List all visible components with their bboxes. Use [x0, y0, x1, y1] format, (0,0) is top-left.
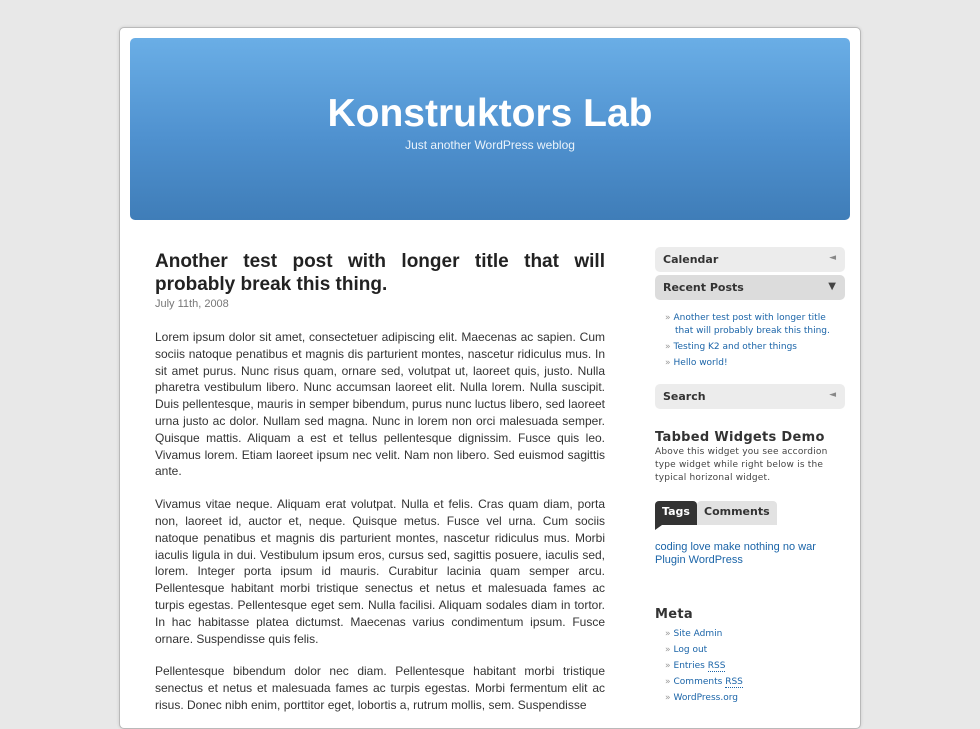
- meta-title: Meta: [655, 607, 693, 622]
- collapse-arrow-icon: ◄: [829, 390, 836, 400]
- tab-tags[interactable]: Tags: [655, 501, 697, 525]
- wordpress-org-link[interactable]: WordPress.org: [673, 693, 738, 703]
- site-header: [130, 38, 850, 220]
- bullet-icon: »: [665, 358, 671, 368]
- tab-comments[interactable]: Comments: [697, 501, 777, 525]
- site-description: Just another WordPress weblog: [405, 138, 575, 152]
- tab-bar: [655, 501, 845, 528]
- rss-abbr: RSS: [707, 661, 726, 671]
- recent-posts-list: [655, 312, 845, 370]
- meta-section: [655, 607, 845, 705]
- tabbed-widgets-title: Tabbed Widgets Demo: [655, 430, 825, 445]
- entries-rss-link[interactable]: [674, 661, 726, 672]
- bullet-icon: »: [665, 693, 671, 703]
- tag-cloud: [655, 541, 845, 567]
- tag-link[interactable]: coding: [655, 541, 688, 553]
- post-date: July 11th, 2008: [155, 298, 229, 310]
- tag-link[interactable]: make: [713, 541, 741, 553]
- bullet-icon: »: [665, 313, 671, 323]
- bullet-icon: »: [665, 342, 671, 352]
- tag-link[interactable]: Plugin: [655, 554, 686, 566]
- tag-link[interactable]: love: [690, 541, 711, 553]
- tag-link[interactable]: no war: [782, 541, 816, 553]
- bullet-icon: »: [665, 645, 671, 655]
- recent-posts-widget-toggle[interactable]: [655, 275, 845, 300]
- list-item: [665, 644, 845, 657]
- list-item: [665, 312, 845, 338]
- expand-arrow-icon: ▼: [828, 281, 836, 292]
- log-out-link[interactable]: Log out: [673, 645, 708, 655]
- main-content: [155, 250, 605, 714]
- meta-list: [655, 628, 845, 705]
- list-item: [665, 357, 845, 370]
- bullet-icon: »: [665, 677, 671, 687]
- post-title[interactable]: Another test post with longer title that will probably break this thing.: [155, 251, 605, 295]
- post-paragraph: Pellentesque bibendum dolor nec diam. Pellentesque habitant morbi tristique senectus et netus et malesuada fames ac turpis egestas. Morbi fermentum elit ac risus. Donec nibh enim, porttitor eget, lobortis a, rutrum mollis, sem. Suspendisse: [155, 664, 605, 712]
- entries-label: Entries: [673, 661, 705, 671]
- tag-link[interactable]: WordPress: [688, 554, 743, 566]
- page-container: [119, 27, 861, 729]
- recent-posts-widget-label: Recent Posts: [663, 281, 744, 294]
- recent-post-link[interactable]: Another test post with longer title that will probably break this thing.: [673, 313, 830, 336]
- site-title-link[interactable]: Konstruktors Lab: [327, 92, 653, 135]
- search-widget-label: Search: [663, 390, 706, 403]
- calendar-widget-toggle[interactable]: [655, 247, 845, 272]
- list-item: [665, 628, 845, 641]
- comments-rss-link[interactable]: [674, 677, 743, 688]
- comments-label: Comments: [673, 677, 723, 687]
- bullet-icon: »: [665, 661, 671, 671]
- post-paragraph: Vivamus vitae neque. Aliquam erat volutpat. Nulla et felis. Cras quam diam, porta non, laoreet id, auctor et, neque. Quisque metus. Fusce vel urna. Cum sociis natoque penatibus et magnis dis parturient montes, nascetur ridiculus mus. Morbi iaculis ligula in dui. Vestibulum ipsum eros, cursus sed, sagittis posuere, iaculis sed, lorem. Integer porta ipsum id mauris. Curabitur lacinia quam semper arcu. Pellentesque habitant morbi tristique senectus et netus et malesuada fames ac turpis egestas. Pellentesque eget sem. Nulla facilisi. Aliquam sodales diam in tortor. In hac habitasse platea dictumst. Maecenas varius condimentum ipsum. Fusce ornare. Suspendisse quis felis.: [155, 497, 605, 646]
- collapse-arrow-icon: ◄: [829, 253, 836, 263]
- bullet-icon: »: [665, 629, 671, 639]
- tabbed-widgets-section: [655, 430, 845, 567]
- search-widget-toggle[interactable]: [655, 384, 845, 409]
- list-item: [665, 692, 845, 705]
- post-body: [155, 329, 605, 714]
- calendar-widget-label: Calendar: [663, 253, 719, 266]
- recent-post-link[interactable]: Testing K2 and other things: [673, 342, 797, 352]
- site-admin-link[interactable]: Site Admin: [673, 629, 723, 639]
- tabbed-widgets-description: Above this widget you see accordion type widget while right below is the typical horizonal widget.: [655, 447, 828, 483]
- recent-post-link[interactable]: Hello world!: [673, 358, 728, 368]
- list-item: [665, 341, 845, 354]
- list-item: [665, 660, 845, 673]
- rss-abbr: RSS: [725, 677, 743, 687]
- tag-link[interactable]: nothing: [743, 541, 780, 553]
- post-paragraph: Lorem ipsum dolor sit amet, consectetuer adipiscing elit. Maecenas ac sapien. Cum sociis natoque penatibus et magnis dis parturient montes, nascetur ridiculus mus. In sit amet purus. Nunc risus quam, ornare sed, volutpat ut, laoreet quis, justo. Nulla pharetra vestibulum libero. Nunc accumsan laoreet elit. Nulla lorem. Nulla suscipit. Duis pellentesque, mauris in semper bibendum, purus nunc luctus libero, sed laoreet urna justo ac dolor. Nullam sed magna. Nunc in lorem non orci malesuada semper. Quisque mattis. Aliquam a est et tellus pellentesque dignissim. Fusce quis leo. Vivamus lorem. Etiam laoreet ipsum nec velit. Nam non libero. Sed euismod sagittis ante.: [155, 330, 605, 479]
- sidebar: [655, 247, 845, 708]
- list-item: [665, 676, 845, 689]
